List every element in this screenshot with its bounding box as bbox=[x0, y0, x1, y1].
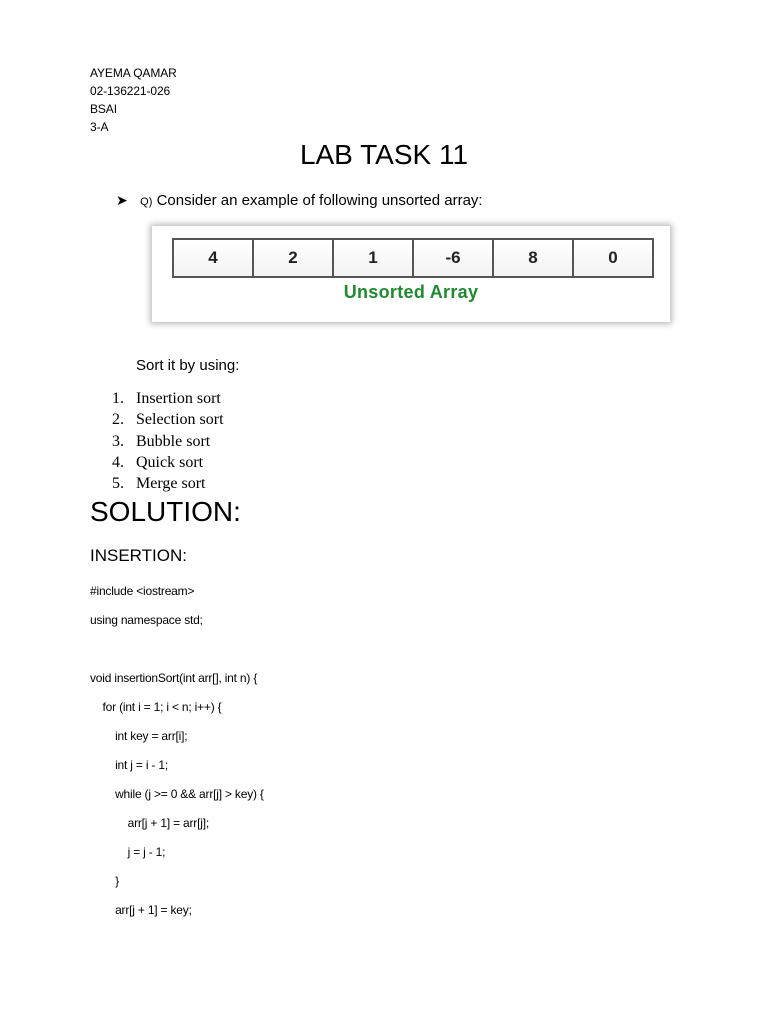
list-item bbox=[112, 452, 224, 473]
list-item bbox=[112, 473, 224, 494]
list-label: Insertion sort bbox=[136, 390, 221, 407]
code-line: for (int i = 1; i < n; i++) { bbox=[90, 700, 222, 714]
list-number: 5. bbox=[112, 475, 124, 493]
code-line: arr[j + 1] = arr[j]; bbox=[90, 816, 209, 830]
sort-intro: Sort it by using: bbox=[136, 357, 240, 374]
insertion-heading: INSERTION: bbox=[90, 546, 187, 565]
array-cell: 1 bbox=[334, 240, 414, 276]
code-line: j = j - 1; bbox=[90, 845, 166, 859]
list-item bbox=[112, 431, 224, 452]
code-line bbox=[90, 635, 264, 664]
solution-heading: SOLUTION: bbox=[90, 496, 241, 527]
code-line: void insertionSort(int arr[], int n) { bbox=[90, 671, 258, 685]
arrow-bullet-icon: ➤ bbox=[116, 192, 128, 208]
list-label: Selection sort bbox=[136, 411, 224, 429]
student-section: 3-A bbox=[90, 120, 109, 134]
code-line: while (j >= 0 && arr[j] > key) { bbox=[90, 787, 264, 801]
student-info bbox=[90, 64, 177, 136]
array-cell: 8 bbox=[494, 240, 574, 276]
sort-methods-list bbox=[112, 388, 224, 494]
student-program: BSAI bbox=[90, 102, 117, 116]
list-label: Bubble sort bbox=[136, 432, 211, 450]
array-cell: 4 bbox=[174, 240, 254, 276]
list-label: Merge sort bbox=[136, 475, 206, 493]
question bbox=[116, 189, 483, 213]
array-cells bbox=[172, 238, 654, 278]
page-title: LAB TASK 11 bbox=[299, 139, 469, 170]
array-cell: -6 bbox=[414, 240, 494, 276]
code-block bbox=[90, 577, 264, 925]
code-line: int key = arr[i]; bbox=[90, 729, 188, 743]
list-item bbox=[112, 388, 224, 409]
code-line: int j = i - 1; bbox=[90, 758, 168, 772]
question-prefix: Q) bbox=[140, 196, 153, 208]
array-cell: 2 bbox=[254, 240, 334, 276]
code-line: arr[j + 1] = key; bbox=[90, 903, 192, 917]
list-label: Quick sort bbox=[136, 453, 204, 471]
student-name: AYEMA QAMAR bbox=[90, 66, 177, 80]
list-item bbox=[112, 409, 224, 430]
code-line: using namespace std; bbox=[90, 613, 203, 627]
list-number: 4. bbox=[112, 453, 124, 471]
list-number: 2. bbox=[112, 411, 124, 429]
array-caption: Unsorted Array bbox=[343, 282, 479, 302]
unsorted-array-figure bbox=[152, 226, 670, 322]
code-line: } bbox=[90, 874, 119, 888]
question-text: Consider an example of following unsorted array: bbox=[156, 192, 483, 209]
code-line: #include <iostream> bbox=[90, 584, 195, 598]
list-number: 1. bbox=[112, 390, 124, 407]
student-id: 02-136221-026 bbox=[90, 84, 171, 98]
list-number: 3. bbox=[112, 432, 124, 450]
array-cell: 0 bbox=[574, 240, 652, 276]
